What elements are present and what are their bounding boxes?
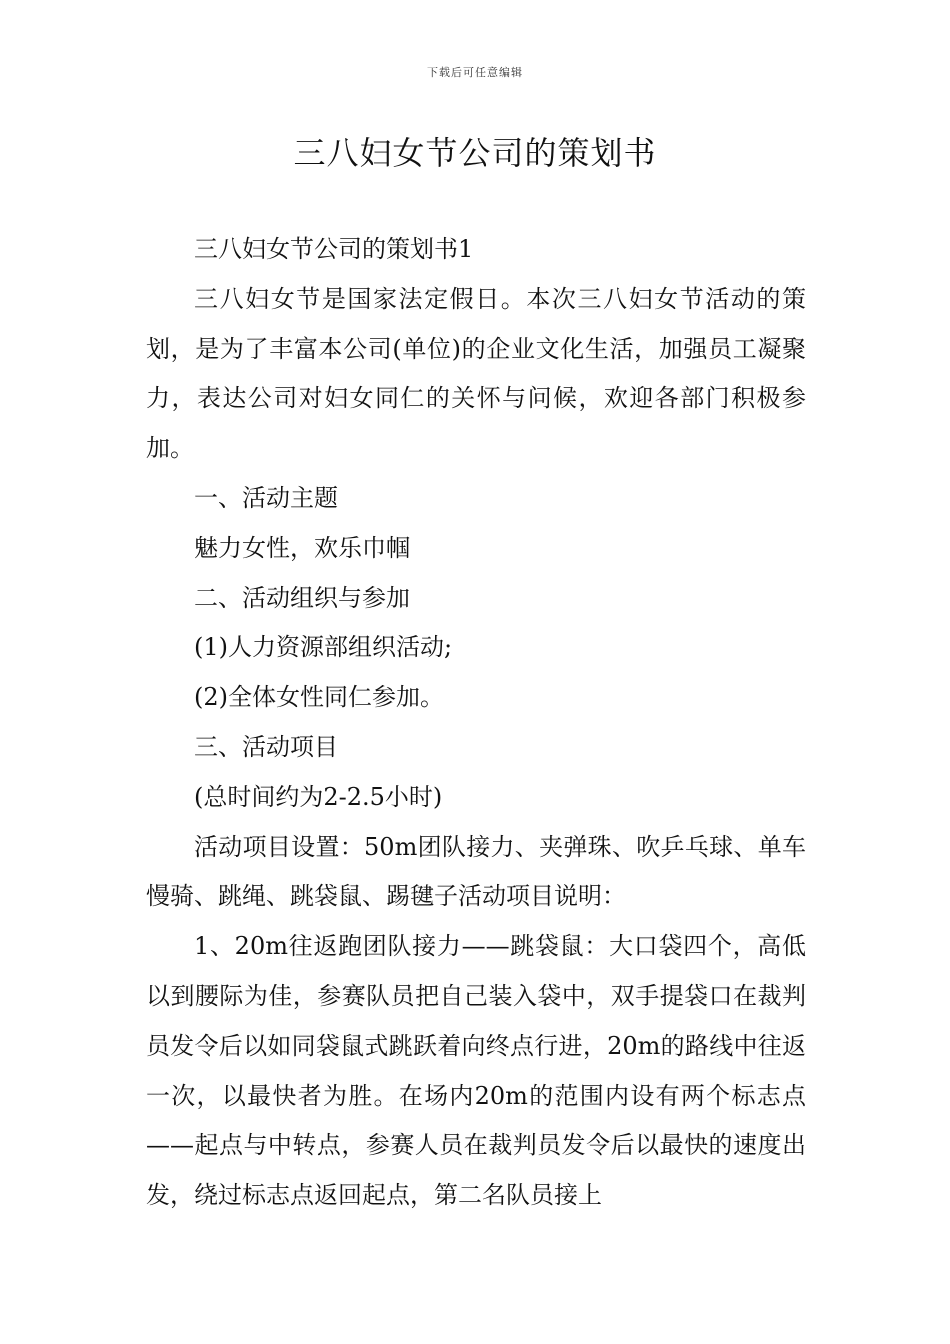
- section-heading-theme: 一、活动主题: [194, 483, 338, 512]
- paragraph-duration: (总时间约为2-2.5小时): [194, 782, 443, 811]
- paragraph-participants: (2)全体女性同仁参加。: [194, 683, 444, 712]
- paragraph-activity-list: 活动项目设置：50m团队接力、夹弹珠、吹乒乓球、单车慢骑、跳绳、跳袋鼠、踢毽子活动项目说明：: [146, 832, 806, 911]
- document-body: [146, 225, 806, 1221]
- paragraph-activity-1: 1、20m往返跑团队接力——跳袋鼠：大口袋四个，高低以到腰际为佳，参赛队员把自己装入袋中，双手提袋口在裁判员发令后以如同袋鼠式跳跃着向终点行进，20m的路线中往返一次，以最快者为胜。在场内20m的范围内设有两个标志点——起点与中转点，参赛人员在裁判员发令后以最快的速度出发，绕过标志点返回起点，第二名队员接上: [146, 932, 806, 1210]
- section-heading-activities: 三、活动项目: [194, 732, 338, 761]
- paragraph-intro: 三八妇女节是国家法定假日。本次三八妇女节活动的策划，是为了丰富本公司(单位)的企业文化生活，加强员工凝聚力，表达公司对妇女同仁的关怀与问候，欢迎各部门积极参加。: [146, 284, 806, 463]
- paragraph-subtitle: 三八妇女节公司的策划书1: [194, 235, 474, 263]
- document-title: 三八妇女节公司的策划书: [293, 134, 657, 172]
- paragraph-theme: 魅力女性，欢乐巾帼: [194, 533, 410, 562]
- paragraph-organizer: (1)人力资源部组织活动;: [194, 633, 453, 662]
- section-heading-organization: 二、活动组织与参加: [194, 583, 410, 612]
- header-note: 下载后可任意编辑: [427, 66, 523, 79]
